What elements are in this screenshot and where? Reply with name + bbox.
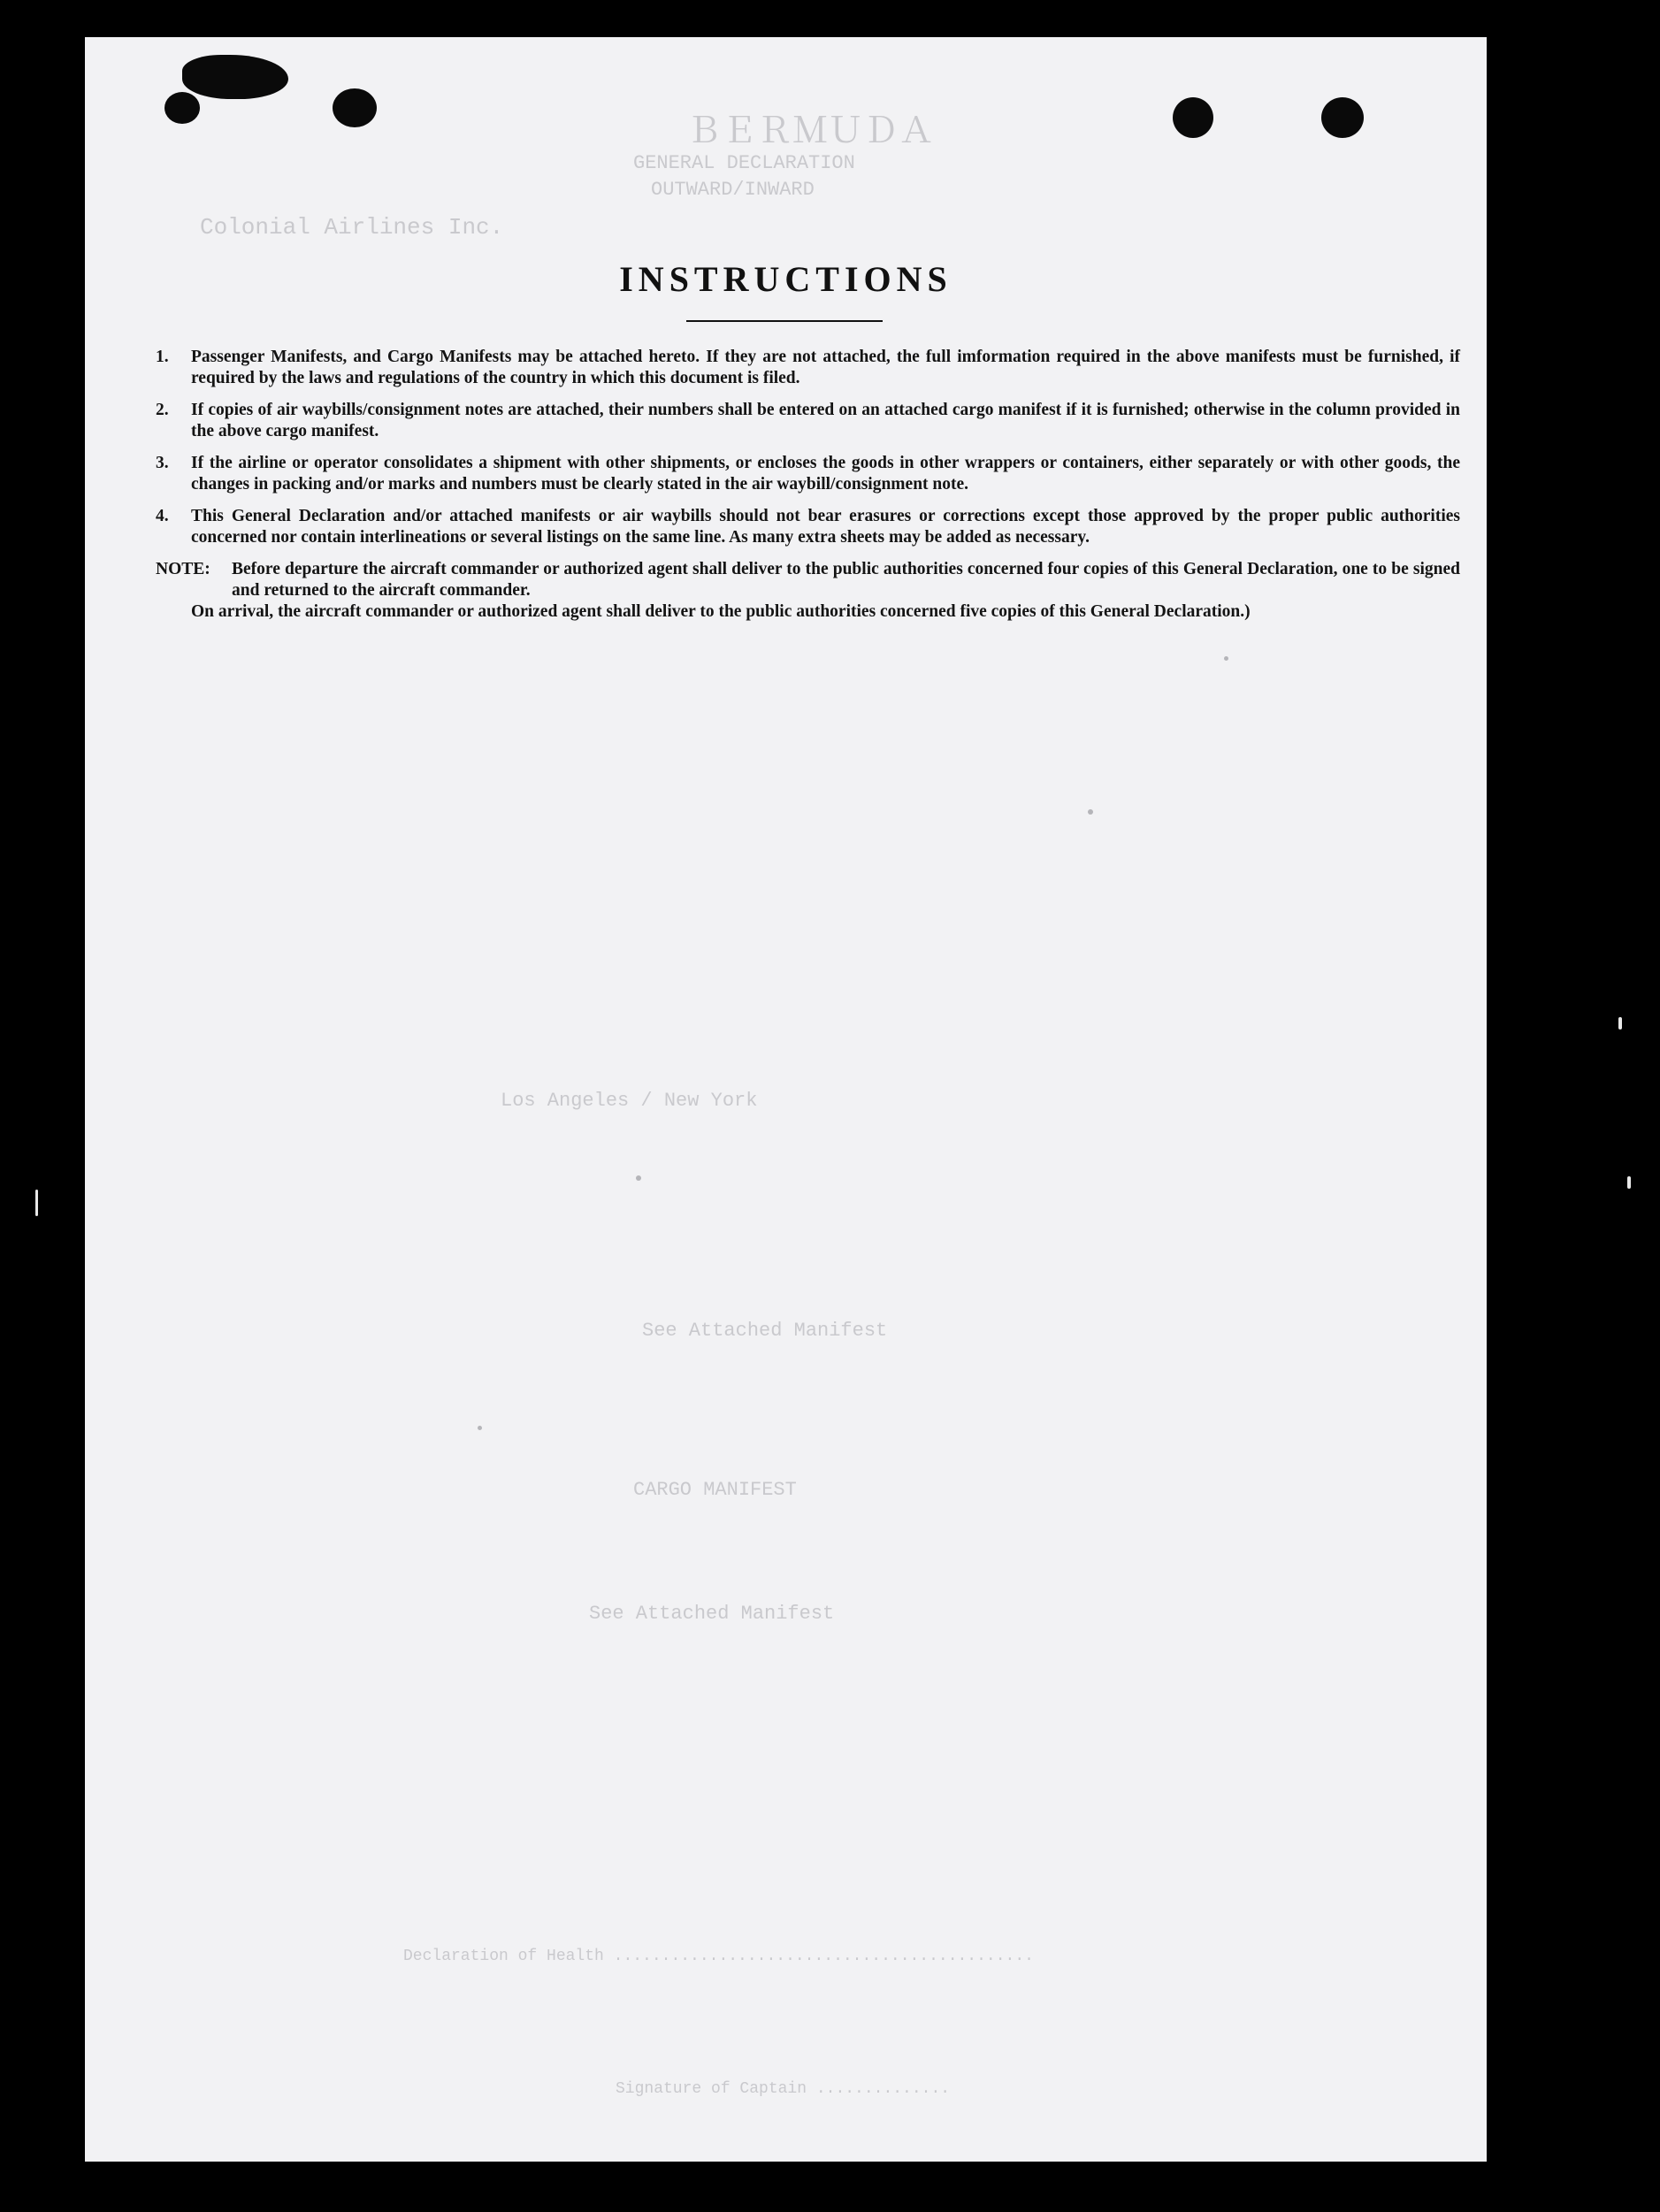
margin-speck [1627, 1176, 1631, 1189]
instruction-text: If the airline or operator consolidates a shipment with other shipments, or encloses the goods in other wrappers or containers, either separately or with other goods, the changes in packing and/or marks and numbers must be clearly stated in the air waybill/consignment note. [191, 454, 1460, 494]
instruction-number: 1. [156, 348, 169, 366]
instruction-text: This General Declaration and/or attached manifests or air waybills should not bear erasures or corrections except those approved by the proper public authorities concerned nor contain interlineations or several listings on the same line. As many extra sheets may be added as necessary. [191, 507, 1460, 547]
note-label: NOTE: [156, 560, 210, 578]
punch-hole-right-1 [1173, 97, 1213, 138]
bleed-through-text: Signature of Captain .............. [616, 2080, 951, 2098]
damage-mark [164, 92, 200, 124]
note-departure: Before departure the aircraft commander or authorized agent shall deliver to the public authorities concerned four copies of this General Declaration, one to be signed and returned to the aircraft commander. [232, 560, 1460, 600]
instruction-number: 2. [156, 401, 169, 419]
note-section [156, 559, 1460, 623]
bleed-through-text: ＢＥＲＭＵＤＡ [686, 114, 934, 154]
speck [636, 1175, 641, 1181]
bleed-through-text: Colonial Airlines Inc. [200, 214, 504, 241]
bleed-through-text: OUTWARD/INWARD [651, 179, 815, 201]
page-title: INSTRUCTIONS [619, 259, 952, 299]
speck [1088, 809, 1093, 815]
bleed-through-text: GENERAL DECLARATION [633, 152, 855, 174]
document-page [85, 37, 1487, 2162]
bleed-through-text: Los Angeles / New York [501, 1090, 758, 1112]
note-arrival: On arrival, the aircraft commander or authorized agent shall deliver to the public authorities concerned five copies of this General Declaration.) [191, 602, 1251, 621]
instruction-number: 3. [156, 454, 169, 472]
punch-hole-right-2 [1321, 97, 1364, 138]
instruction-item [156, 347, 1460, 389]
bleed-through-text: See Attached Manifest [642, 1320, 888, 1342]
instruction-number: 4. [156, 507, 169, 525]
punch-hole-left [333, 88, 377, 127]
margin-speck [1618, 1017, 1622, 1029]
speck [478, 1426, 482, 1430]
margin-speck [35, 1190, 38, 1216]
instruction-item [156, 506, 1460, 548]
title-underline [686, 320, 883, 322]
instruction-text: If copies of air waybills/consignment notes are attached, their numbers shall be entered on an attached cargo manifest if it is furnished; otherwise in the column provided in the above cargo manifest. [191, 401, 1460, 440]
bleed-through-text: CARGO MANIFEST [633, 1479, 797, 1501]
instructions-list [156, 347, 1460, 623]
bleed-through-text: Declaration of Health ............................................ [403, 1948, 1034, 1965]
torn-corner [182, 55, 288, 99]
instruction-item [156, 453, 1460, 495]
instruction-item [156, 400, 1460, 442]
bleed-through-text: See Attached Manifest [589, 1603, 835, 1625]
instruction-text: Passenger Manifests, and Cargo Manifests may be attached hereto. If they are not attached, the full imformation required in the above manifests must be furnished, if required by the laws and regulations of the country in which this document is filed. [191, 348, 1460, 387]
speck [1224, 656, 1228, 661]
